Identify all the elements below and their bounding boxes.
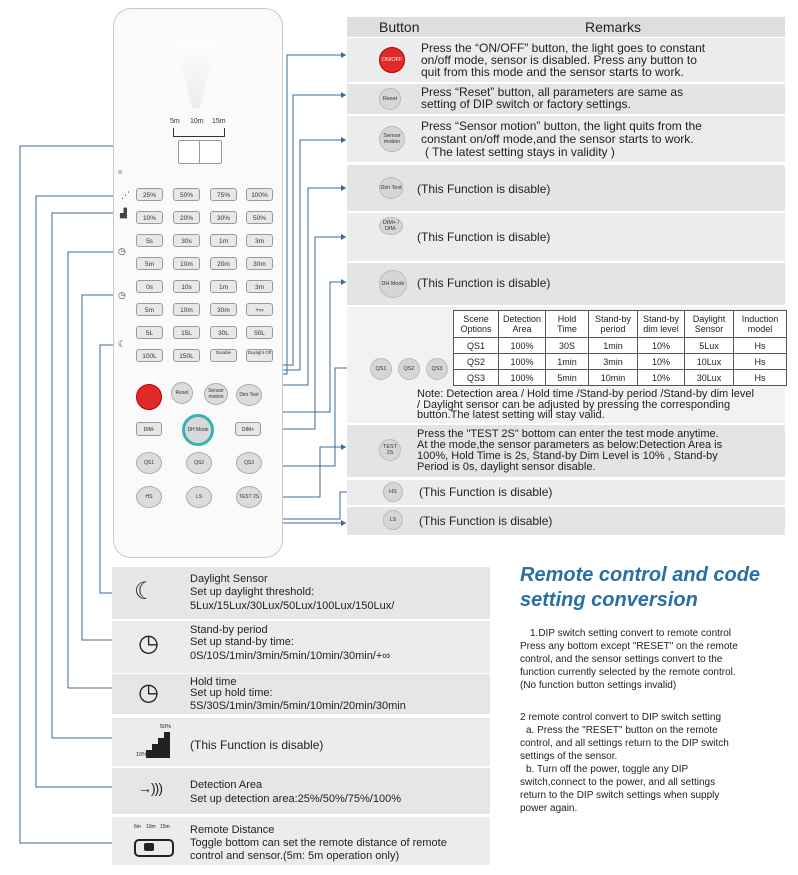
keypad-button[interactable]: Disable bbox=[210, 349, 237, 362]
hs-remark: (This Function is disable) bbox=[419, 485, 553, 499]
keypad-button[interactable]: 3m bbox=[246, 234, 273, 247]
dim-50-label: 50% bbox=[160, 724, 172, 730]
dim-plus-remote-button[interactable]: DIM+ bbox=[235, 422, 261, 436]
row-reset bbox=[347, 84, 785, 114]
test-remark-2: At the mode,the sensor parameters as below:Detection Area is bbox=[417, 439, 723, 451]
qs-table-cell: QS2 bbox=[454, 354, 499, 370]
hold-time-icon: ◷ bbox=[118, 246, 126, 256]
sensor-remark-2: constant on/off mode,and the sensor starts to work. bbox=[421, 132, 694, 146]
dist-icon-15m: 15m bbox=[160, 824, 170, 830]
sensor-remark-3: ( The latest setting stays in validity ) bbox=[425, 145, 615, 159]
dim-test-remark: (This Function is disable) bbox=[417, 182, 551, 196]
dist-15m-label: 15m bbox=[212, 118, 226, 125]
legend-detection bbox=[112, 768, 490, 814]
standby-period-icon: ◷ bbox=[118, 290, 126, 300]
qs-table-cell: QS3 bbox=[454, 370, 499, 386]
ls-remote-button[interactable]: LS bbox=[186, 486, 212, 508]
text-line: (No function button settings invalid) bbox=[520, 680, 677, 691]
standby-clock-icon: ◷ bbox=[138, 630, 159, 657]
legend-daylight-line2: 5Lux/15Lux/30Lux/50Lux/100Lux/150Lux/ bbox=[190, 600, 395, 612]
keypad-button[interactable]: 15L bbox=[173, 326, 200, 339]
dim-test-icon: Dim Test bbox=[379, 177, 403, 199]
qs-header-text: Detection bbox=[502, 314, 542, 324]
qs-table-cell: 1min bbox=[546, 354, 589, 370]
hs-icon: HS bbox=[383, 482, 403, 502]
keypad-button[interactable]: 30s bbox=[173, 234, 200, 247]
daylight-sensor-icon: ☾ bbox=[118, 339, 127, 349]
detection-area-icon: ⋰ bbox=[121, 190, 130, 200]
qs-table-header-cell bbox=[734, 311, 787, 338]
qs-table-cell: 5min bbox=[546, 370, 589, 386]
dim-test-button[interactable]: Dim Test bbox=[236, 384, 262, 406]
keypad-button[interactable]: 10m bbox=[173, 257, 200, 270]
paragraph-dip-to-remote bbox=[520, 627, 792, 692]
sensor-motion-icon: Sensor motion bbox=[379, 126, 405, 152]
text-line: function currently selected by the remote control. bbox=[520, 667, 736, 678]
button-table-header bbox=[347, 17, 785, 37]
legend-hold bbox=[112, 674, 490, 714]
legend-hold-line2: 5S/30S/1min/3min/5min/10min/20min/30min bbox=[190, 700, 406, 712]
on-off-button[interactable] bbox=[136, 384, 162, 410]
text-line: 2 remote control convert to DIP switch setting bbox=[520, 712, 722, 723]
qs-table-cell: 3min bbox=[589, 354, 638, 370]
dh-mode-icon: DH Mode bbox=[379, 270, 407, 298]
qs-header-text: Daylight bbox=[692, 314, 726, 324]
qs-header-text: Options bbox=[460, 324, 492, 334]
reset-remark-1: Press “Reset” button, all parameters are same as bbox=[421, 85, 684, 99]
keypad-button[interactable]: 5L bbox=[136, 326, 163, 339]
text-line: b. Turn off the power, toggle any DIP bbox=[526, 764, 689, 775]
qs-table-cell: 30S bbox=[546, 338, 589, 354]
qs-table-header-cell bbox=[589, 311, 638, 338]
keypad-button[interactable]: 10m bbox=[173, 303, 200, 316]
row-test bbox=[347, 425, 785, 477]
dim-plus-remark: (This Function is disable) bbox=[417, 230, 551, 244]
test-icon: TEST 2S bbox=[379, 439, 401, 461]
qs-header-text: Stand-by bbox=[642, 314, 680, 324]
text-line: button.The latest setting will stay valid. bbox=[417, 409, 605, 421]
keypad-button[interactable]: 30m bbox=[210, 303, 237, 316]
qs-table-cell: 5Lux bbox=[685, 338, 734, 354]
keypad-button[interactable]: 10% bbox=[136, 211, 163, 224]
keypad-button[interactable]: 1m bbox=[210, 280, 237, 293]
qs3-icon: QS3 bbox=[426, 358, 448, 380]
legend-detection-title: Detection Area bbox=[190, 779, 263, 791]
row-sensor-motion bbox=[347, 116, 785, 162]
dist-icon-6m: 6m bbox=[134, 824, 141, 830]
keypad-button[interactable]: 100L bbox=[136, 349, 163, 362]
dist-5m-label: 5m bbox=[170, 118, 180, 125]
keypad-button[interactable]: 100% bbox=[246, 188, 273, 201]
distance-switch-icon bbox=[134, 839, 174, 857]
on-off-remark-2: on/off mode, sensor is disabled. Press any button to bbox=[421, 53, 697, 67]
qs3-remote-button[interactable]: QS3 bbox=[236, 452, 262, 474]
qs-header-text: Sensor bbox=[694, 324, 724, 334]
legend-standby-line2: 0S/10S/1min/3min/5min/10min/30min/+∞ bbox=[190, 650, 391, 662]
qs-header-text: Scene bbox=[463, 314, 489, 324]
qs-table-header-cell bbox=[454, 311, 499, 338]
qs-header-text: Area bbox=[512, 324, 532, 334]
ls-remark: (This Function is disable) bbox=[419, 514, 553, 528]
qs-header-text: Hold bbox=[557, 314, 577, 324]
dim-10-label: 10% bbox=[136, 752, 148, 758]
qs-table-cell: 100% bbox=[499, 370, 546, 386]
on-off-icon: ON/OFF bbox=[379, 47, 405, 73]
text-line: / Daylight sensor can be adjusted by pressing the corresponding bbox=[417, 398, 731, 411]
text-line: control, and all settings return to the DIP switch bbox=[520, 738, 729, 749]
keypad-button[interactable]: 20% bbox=[173, 211, 200, 224]
reset-remark-2: setting of DIP switch or factory settings. bbox=[421, 97, 631, 111]
qs-table-header-cell bbox=[499, 311, 546, 338]
qs-table-row bbox=[454, 370, 787, 386]
legend-hold-line1: Set up hold time: bbox=[190, 687, 273, 699]
distance-toggle-switch[interactable] bbox=[178, 140, 222, 164]
dh-mode-remark: (This Function is disable) bbox=[417, 276, 551, 290]
text-line: settings of the sensor. bbox=[520, 751, 618, 762]
qs-table-cell: Hs bbox=[734, 338, 787, 354]
text-line: Press any bottom except "RESET" on the remote bbox=[520, 641, 738, 652]
legend-standby bbox=[112, 621, 490, 673]
qs-header-text: model bbox=[747, 324, 773, 334]
keypad-button[interactable]: 30L bbox=[210, 326, 237, 339]
legend-daylight-title: Daylight Sensor bbox=[190, 573, 268, 585]
text-line: switch,connect to the power, and all settings bbox=[520, 777, 716, 788]
qs1-remote-button[interactable]: QS1 bbox=[136, 452, 162, 474]
detection-waves-icon: →))) bbox=[138, 780, 162, 796]
ls-icon: LS bbox=[383, 510, 403, 530]
keypad-button[interactable]: 50% bbox=[173, 188, 200, 201]
qs-table-cell: 10min bbox=[589, 370, 638, 386]
qs-note bbox=[417, 389, 785, 421]
qs-table-cell: QS1 bbox=[454, 338, 499, 354]
qs-header-text: Induction bbox=[741, 314, 779, 324]
row-dim-plus-minus bbox=[347, 213, 785, 261]
sensor-remark-1: Press “Sensor motion” button, the light quits from the bbox=[421, 119, 702, 133]
keypad-button[interactable]: 0s bbox=[136, 280, 163, 293]
dh-mode-button[interactable]: DH Mode bbox=[182, 414, 214, 446]
legend-hold-title: Hold time bbox=[190, 676, 237, 688]
distance-marker bbox=[173, 128, 225, 137]
row-hs bbox=[347, 480, 785, 505]
qs-header-text: Stand-by bbox=[594, 314, 632, 324]
text-line: 1.DIP switch setting convert to remote control bbox=[530, 628, 732, 639]
qs2-icon: QS2 bbox=[398, 358, 420, 380]
keypad-button[interactable]: 30m bbox=[246, 257, 273, 270]
keypad-button[interactable]: 50% bbox=[246, 211, 273, 224]
legend-distance-line1: Toggle bottom can set the remote distance of remote bbox=[190, 837, 447, 849]
qs-table-header-cell bbox=[638, 311, 685, 338]
section-title-line1: Remote control and code bbox=[520, 564, 761, 586]
row-dim-test bbox=[347, 165, 785, 211]
keypad-button[interactable]: 5m bbox=[136, 303, 163, 316]
legend-daylight bbox=[112, 567, 490, 619]
legend-daylight-line1: Set up daylight threshold: bbox=[190, 586, 315, 598]
row-dh-mode bbox=[347, 263, 785, 305]
keypad-button[interactable]: 25% bbox=[136, 188, 163, 201]
keypad-button[interactable]: 1m bbox=[210, 234, 237, 247]
daylight-sensor-icon-large: ☾ bbox=[134, 578, 156, 605]
keypad-button[interactable]: 150L bbox=[173, 349, 200, 362]
section-title bbox=[520, 563, 760, 613]
legend-standby-line1: Set up stand-by time: bbox=[190, 636, 294, 648]
keypad-button[interactable]: 20m bbox=[210, 257, 237, 270]
qs-table-cell: 100% bbox=[499, 354, 546, 370]
legend-distance-line2: control and sensor.(5m: 5m operation only) bbox=[190, 850, 400, 862]
keypad-button[interactable]: Daylight Off bbox=[246, 349, 273, 362]
qs2-remote-button[interactable]: QS2 bbox=[186, 452, 212, 474]
keypad-button[interactable]: 3m bbox=[246, 280, 273, 293]
legend-distance bbox=[112, 817, 490, 865]
test-remark-3: 100%, Hold Time is 2s, Stand-by Dim Level is 10% , Stand-by bbox=[417, 450, 718, 462]
dim-plus-minus-icon: DIM+ / DIM- bbox=[379, 217, 403, 235]
qs-header-text: Time bbox=[557, 324, 577, 334]
led-indicator bbox=[118, 170, 122, 174]
keypad-button[interactable]: 30% bbox=[210, 211, 237, 224]
qs1-icon: QS1 bbox=[370, 358, 392, 380]
test-remote-button[interactable]: TEST 2S bbox=[236, 486, 262, 508]
paragraph-remote-to-dip bbox=[520, 711, 792, 815]
header-button-label: Button bbox=[379, 19, 420, 35]
row-on-off bbox=[347, 38, 785, 82]
scene-options-table bbox=[453, 310, 787, 386]
test-remark-4: Period is 0s, daylight sensor disable. bbox=[417, 461, 596, 473]
qs-table-cell: 10% bbox=[638, 370, 685, 386]
section-title-line2: setting conversion bbox=[520, 589, 698, 611]
qs-table-cell: 10% bbox=[638, 354, 685, 370]
legend-standby-title: Stand-by period bbox=[190, 624, 268, 636]
on-off-remark-3: quit from this mode and the sensor starts to work. bbox=[421, 65, 684, 79]
reset-button[interactable]: Reset bbox=[171, 382, 193, 404]
dist-10m-label: 10m bbox=[190, 118, 204, 125]
text-line: power again. bbox=[520, 803, 578, 814]
row-ls bbox=[347, 507, 785, 535]
qs-header-text: dim level bbox=[643, 324, 679, 334]
header-remarks-label: Remarks bbox=[585, 19, 642, 35]
qs-table-cell: 100% bbox=[499, 338, 546, 354]
sensor-motion-button[interactable]: Sensor motion bbox=[204, 383, 228, 405]
dim-minus-remote-button[interactable]: DIM- bbox=[136, 422, 162, 436]
dim-level-icon: ▟ bbox=[120, 208, 127, 218]
qs-table-row bbox=[454, 338, 787, 354]
text-line: a. Press the "RESET" button on the remote bbox=[526, 725, 718, 736]
keypad-button[interactable]: 5s bbox=[136, 234, 163, 247]
keypad-button[interactable]: 5m bbox=[136, 257, 163, 270]
qs-table-row bbox=[454, 354, 787, 370]
keypad-button[interactable]: 10s bbox=[173, 280, 200, 293]
qs-table-header-cell bbox=[685, 311, 734, 338]
text-line: Note: Detection area / Hold time /Stand-by period /Stand-by dim level bbox=[417, 388, 754, 400]
hold-clock-icon: ◷ bbox=[138, 679, 159, 706]
qs-table-cell: 30Lux bbox=[685, 370, 734, 386]
qs-table-cell: 10Lux bbox=[685, 354, 734, 370]
text-line: return to the DIP switch settings when supply bbox=[520, 790, 720, 801]
keypad-button[interactable]: +∞ bbox=[246, 303, 273, 316]
reset-icon: Reset bbox=[379, 88, 401, 110]
legend-detection-line1: Set up detection area:25%/50%/75%/100% bbox=[190, 793, 401, 805]
keypad-button[interactable]: 50L bbox=[246, 326, 273, 339]
qs-table-header-cell bbox=[546, 311, 589, 338]
test-remark-1: Press the "TEST 2S" bottom can enter the test mode anytime. bbox=[417, 428, 719, 440]
text-line: control, and the sensor settings convert to the bbox=[520, 654, 723, 665]
qs-table-cell: 1min bbox=[589, 338, 638, 354]
dist-icon-10m: 10m bbox=[146, 824, 156, 830]
qs-header-text: period bbox=[600, 324, 626, 334]
legend-dim bbox=[112, 718, 490, 766]
qs-table-cell: 10% bbox=[638, 338, 685, 354]
legend-distance-title: Remote Distance bbox=[190, 824, 275, 836]
legend-dim-text: (This Function is disable) bbox=[190, 738, 324, 752]
hs-remote-button[interactable]: HS bbox=[136, 486, 162, 508]
qs-table-header-row bbox=[454, 311, 787, 338]
keypad-button[interactable]: 75% bbox=[210, 188, 237, 201]
qs-table-cell: Hs bbox=[734, 354, 787, 370]
on-off-remark-1: Press the “ON/OFF” button, the light goes to constant bbox=[421, 41, 706, 55]
qs-table-cell: Hs bbox=[734, 370, 787, 386]
